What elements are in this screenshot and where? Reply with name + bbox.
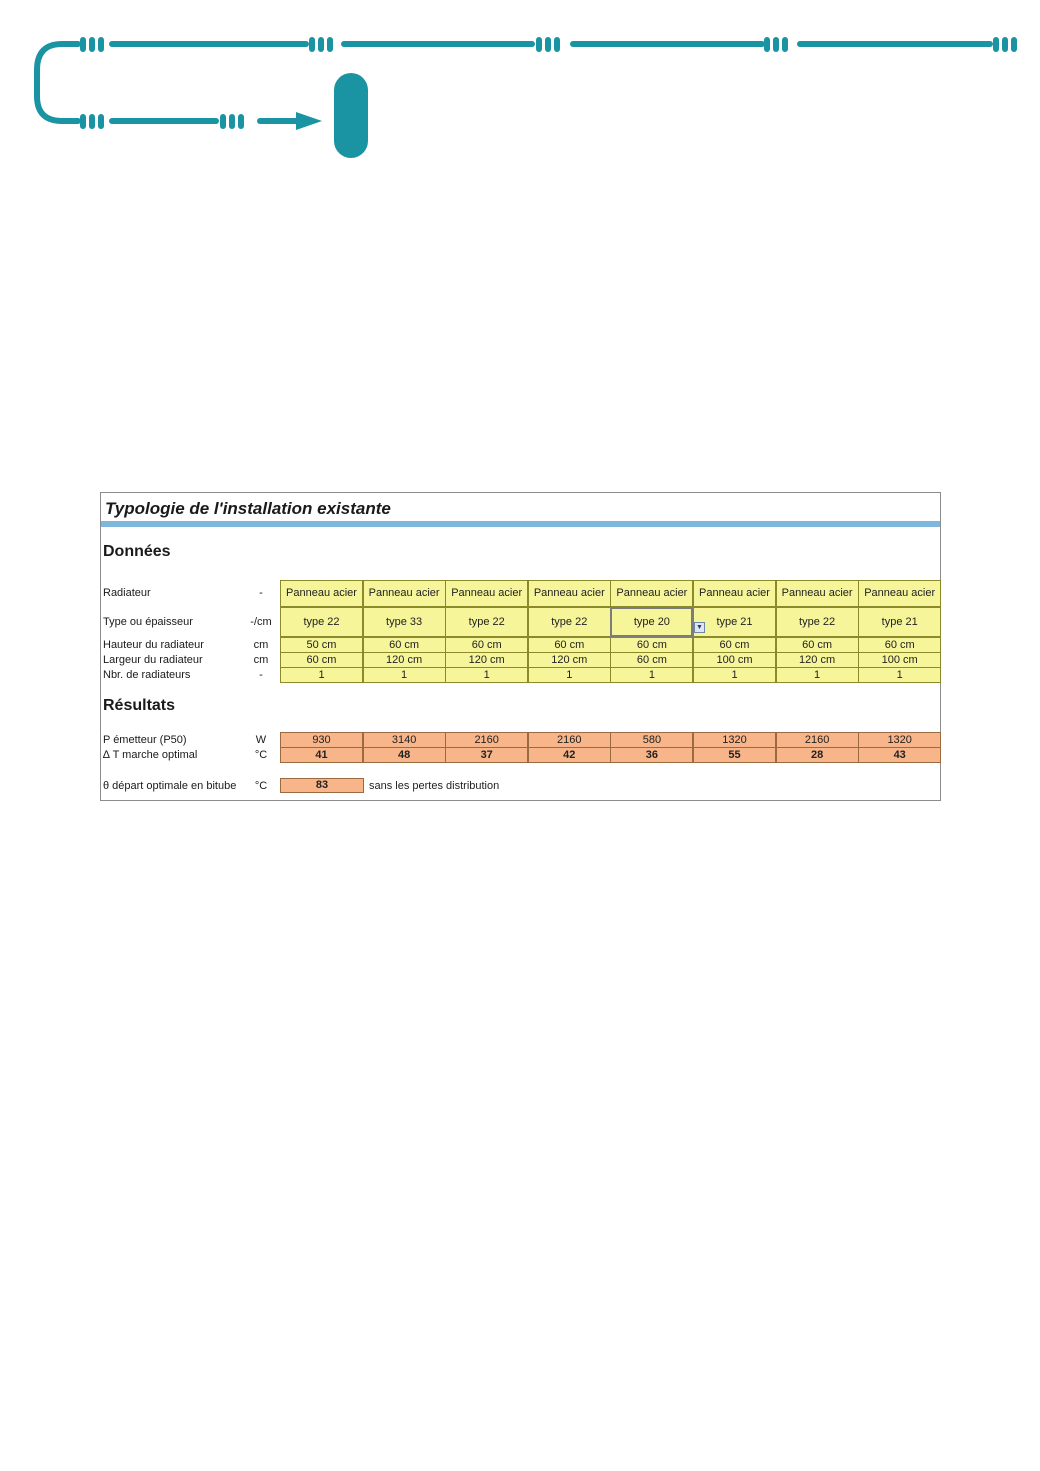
cell-p-emetteur: 3140 bbox=[363, 732, 446, 748]
dropdown-arrow-icon[interactable]: ▼ bbox=[694, 622, 705, 633]
cell-largeur[interactable]: 120 cm bbox=[363, 652, 446, 668]
cell-radiateur[interactable]: Panneau acier bbox=[280, 580, 363, 607]
cell-type[interactable]: type 21 bbox=[693, 607, 776, 637]
cell-hauteur[interactable]: 60 cm bbox=[528, 637, 611, 653]
cell-nbr[interactable]: 1 bbox=[858, 667, 941, 683]
cell-p-emetteur: 930 bbox=[280, 732, 363, 748]
row-label-hauteur: Hauteur du radiateur bbox=[103, 639, 204, 651]
cell-type[interactable]: type 21 bbox=[858, 607, 941, 637]
cell-delta-t: 41 bbox=[280, 747, 363, 763]
cell-radiateur[interactable]: Panneau acier bbox=[693, 580, 776, 607]
row-unit-hauteur: cm bbox=[253, 639, 269, 651]
section-results-heading: Résultats bbox=[103, 697, 176, 714]
sheet-title: Typologie de l'installation existante bbox=[105, 499, 391, 518]
cell-type-selected[interactable]: type 20 bbox=[610, 607, 693, 637]
cell-type[interactable]: type 33 bbox=[363, 607, 446, 637]
cell-hauteur[interactable]: 50 cm bbox=[280, 637, 363, 653]
cell-hauteur[interactable]: 60 cm bbox=[858, 637, 941, 653]
cell-largeur[interactable]: 100 cm bbox=[693, 652, 776, 668]
row-unit-p-emetteur: W bbox=[255, 734, 267, 746]
title-divider bbox=[101, 521, 940, 527]
cell-delta-t: 37 bbox=[445, 747, 528, 763]
cell-hauteur[interactable]: 60 cm bbox=[363, 637, 446, 653]
cell-type[interactable]: type 22 bbox=[776, 607, 859, 637]
row-label-type: Type ou épaisseur bbox=[103, 616, 193, 628]
pipe-circuit-graphic bbox=[0, 0, 1040, 170]
cell-largeur[interactable]: 120 cm bbox=[776, 652, 859, 668]
section-data-heading: Données bbox=[103, 543, 171, 560]
cell-p-emetteur: 1320 bbox=[693, 732, 776, 748]
pipe-coupling-icon bbox=[80, 37, 104, 52]
pipe-coupling-icon bbox=[220, 114, 244, 129]
cell-delta-t: 55 bbox=[693, 747, 776, 763]
cell-p-emetteur: 1320 bbox=[858, 732, 941, 748]
row-label-delta-t: ∆ T marche optimal bbox=[103, 749, 198, 761]
cell-p-emetteur: 2160 bbox=[776, 732, 859, 748]
cell-hauteur[interactable]: 60 cm bbox=[445, 637, 528, 653]
cell-nbr[interactable]: 1 bbox=[363, 667, 446, 683]
cell-radiateur[interactable]: Panneau acier bbox=[610, 580, 693, 607]
cell-largeur[interactable]: 120 cm bbox=[528, 652, 611, 668]
cell-type[interactable]: type 22 bbox=[445, 607, 528, 637]
row-unit-radiateur: - bbox=[259, 587, 263, 599]
cell-nbr[interactable]: 1 bbox=[528, 667, 611, 683]
cell-radiateur[interactable]: Panneau acier bbox=[363, 580, 446, 607]
radiator-emitter-icon bbox=[334, 73, 368, 158]
cell-type[interactable]: type 22 bbox=[280, 607, 363, 637]
cell-delta-t: 48 bbox=[363, 747, 446, 763]
cell-largeur[interactable]: 60 cm bbox=[610, 652, 693, 668]
cell-radiateur[interactable]: Panneau acier bbox=[858, 580, 941, 607]
row-label-p-emetteur: P émetteur (P50) bbox=[103, 734, 187, 746]
row-unit-largeur: cm bbox=[253, 654, 269, 666]
cell-largeur[interactable]: 60 cm bbox=[280, 652, 363, 668]
cell-p-emetteur: 2160 bbox=[445, 732, 528, 748]
cell-nbr[interactable]: 1 bbox=[610, 667, 693, 683]
pipe-loop bbox=[37, 44, 78, 121]
pipe-coupling-icon bbox=[536, 37, 560, 52]
row-unit-delta-t: °C bbox=[254, 749, 268, 761]
row-unit-type: -/cm bbox=[250, 616, 272, 628]
pipe-coupling-icon bbox=[309, 37, 333, 52]
spreadsheet-panel bbox=[100, 492, 941, 801]
arrow-head-icon bbox=[296, 112, 322, 130]
cell-nbr[interactable]: 1 bbox=[280, 667, 363, 683]
cell-delta-t: 42 bbox=[528, 747, 611, 763]
cell-nbr[interactable]: 1 bbox=[776, 667, 859, 683]
cell-hauteur[interactable]: 60 cm bbox=[693, 637, 776, 653]
pipe-coupling-icon bbox=[764, 37, 788, 52]
cell-hauteur[interactable]: 60 cm bbox=[776, 637, 859, 653]
cell-hauteur[interactable]: 60 cm bbox=[610, 637, 693, 653]
pipe-coupling-icon bbox=[993, 37, 1017, 52]
row-unit-depart: °C bbox=[254, 780, 268, 792]
row-unit-nbr: - bbox=[259, 669, 263, 681]
cell-delta-t: 36 bbox=[610, 747, 693, 763]
row-label-largeur: Largeur du radiateur bbox=[103, 654, 203, 666]
cell-nbr[interactable]: 1 bbox=[693, 667, 776, 683]
cell-nbr[interactable]: 1 bbox=[445, 667, 528, 683]
cell-p-emetteur: 580 bbox=[610, 732, 693, 748]
cell-radiateur[interactable]: Panneau acier bbox=[776, 580, 859, 607]
pipe-coupling-icon bbox=[80, 114, 104, 129]
cell-largeur[interactable]: 120 cm bbox=[445, 652, 528, 668]
cell-radiateur[interactable]: Panneau acier bbox=[528, 580, 611, 607]
cell-delta-t: 43 bbox=[858, 747, 941, 763]
row-label-radiateur: Radiateur bbox=[103, 587, 151, 599]
depart-note: sans les pertes distribution bbox=[369, 780, 500, 792]
cell-delta-t: 28 bbox=[776, 747, 859, 763]
depart-value-cell: 83 bbox=[280, 778, 364, 793]
cell-p-emetteur: 2160 bbox=[528, 732, 611, 748]
cell-largeur[interactable]: 100 cm bbox=[858, 652, 941, 668]
cell-radiateur[interactable]: Panneau acier bbox=[445, 580, 528, 607]
row-label-nbr: Nbr. de radiateurs bbox=[103, 669, 191, 681]
row-label-depart: θ départ optimale en bitube bbox=[103, 780, 237, 792]
cell-type[interactable]: type 22 bbox=[528, 607, 611, 637]
